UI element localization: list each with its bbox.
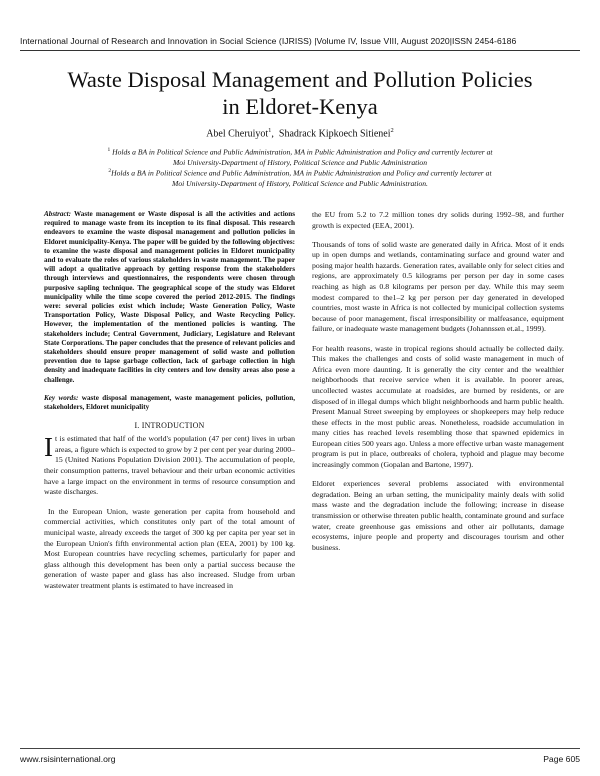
intro-paragraph-2: In the European Union, waste generation per capita from household and commercial activities, which constitutes only part of the total amount of municipal waste, already exceeds the target of 300 kg per capita per year set in the European Union's fifth environmental action plan (EEA, 2001) by 100 kg. Most European countries have recycling schemes, particularly for paper and glass although this development has been only a partial success because the generation of waste paper and glass has also increased. Sludge from urban wastewater treatment plants is estimated to have increased in <box>44 506 295 590</box>
title-line-2: in Eldoret-Kenya <box>222 94 378 119</box>
author-list <box>20 127 580 139</box>
author-2: Shadrack Kipkoech Sitienei <box>278 128 391 140</box>
drop-cap: I <box>44 432 53 463</box>
footer-rule <box>20 748 580 749</box>
abstract-text: Waste management or Waste disposal is all the activities and actions required to manage waste from its inception to its final disposal. This research endeavors to examine the waste disposal management and pollution policies in Eldoret municipality-Kenya. The paper will be guided by the following objectives: to examine the waste disposal and management policies in Eldoret municipality and to evaluate the roles of various stakeholders in waste management. The paper will adopt a qualitative approach by getting response from the stakeholders through interviews and questionnaires, the respondents were chosen through purposive sapling technique. The geographical scope of the study was Eldoret municipality while the time scope covered the period 2012-2015. The findings were: several policies exist which include; Waste Generation Policy, Waste Transportation Policy, Waste Disposal Policy, and Waste Recycling Policy. However, the implementation of the mentioned policies is wanting. The stakeholders include; Central Government, Judiciary, Legislature and Relevant State Corporations. The paper concludes that the presence of relevant policies and stakeholders should ensure proper management of solid waste and pollution prevention due to lapse garbage collection, lack of garbage collection in high density and inadequate facilities in city centers and low density areas also pose a challenge. <box>44 210 295 384</box>
paper-title <box>20 66 580 120</box>
affiliation-2-mark: 2 <box>108 168 112 174</box>
left-column <box>44 210 295 601</box>
author-1-mark: 1 <box>268 127 272 134</box>
author-separator: , <box>271 128 274 140</box>
title-line-1: Waste Disposal Management and Pollution Policies <box>67 67 533 92</box>
affiliation-2-line-1: Holds a BA in Political Science and Public Administration, MA in Public Administration and Policy and currently lecturer at <box>111 168 492 178</box>
right-paragraph-3: For health reasons, waste in tropical regions should actually be collected daily. This makes the challenges and costs of solid waste management in much of Africa even more daunting. It is generally the city center and the wealthier neighborhoods that receive service when it is available. In poorer areas, uncollected wastes accumulate at roadsides, are burned by residents, or are disposed of in illegal dumps which blight neighborhoods and harm public health. Present Manual Street sweeping by employees or shopkeepers may help reduce these effects in the most public areas. Nonetheless, roadside accumulation in many cities has reached levels resembling those that spawned epidemics in European cities 500 years ago. Unless a more effective urban waste management program is put in place, outbreaks of cholera, typhoid and plague may become increasingly common (Gopalan and Bartone, 1997). <box>312 343 564 470</box>
affiliation-2-line-2: Moi University-Department of History, Political Science and Public Administration. <box>172 179 428 189</box>
right-paragraph-1: the EU from 5.2 to 7.2 million tones dry solids during 1992–98, and further growth is expected (EEA, 2001). <box>312 210 564 230</box>
affiliation-2 <box>40 166 560 190</box>
right-paragraph-4: Eldoret experiences several problems associated with environmental degradation. Being an urban setting, the municipality mainly deals with solid mass waste and the degradation include the following; increase in disease transmission or otherwise threaten public health, contaminate ground and surface water, create greenhouse gas emissions and other air pollutants, damage ecosystems, injure people and property and discourages tourism and other business. <box>312 479 564 552</box>
keywords-text: waste disposal management, waste management policies, pollution, stakeholders, Eldoret municipality <box>44 393 295 412</box>
intro-body <box>44 434 295 591</box>
intro-paragraph-1 <box>44 434 295 498</box>
author-2-mark: 2 <box>390 127 394 134</box>
header-rule <box>20 50 580 51</box>
affiliation-1-line-2: Moi University-Department of History, Political Science and Public Administration <box>172 158 427 168</box>
footer-page-number: Page 605 <box>543 754 580 764</box>
keywords <box>44 394 295 412</box>
abstract <box>44 210 295 385</box>
footer-website: www.rsisinternational.org <box>20 754 116 764</box>
author-1: Abel Cheruiyot <box>206 128 269 140</box>
keywords-label: Key words: <box>44 393 79 402</box>
intro-paragraph-1-text: t is estimated that half of the world's population (47 per cent) lives in urban areas, a figure which is expected to grow by 2 per cent per year during 2000–15 (United Nations Population Division 2001). The accumulation of people, their consumption patterns, travel behaviour and their urban economic activities have a large impact on the environment in terms of resource consumption and waste discharges. <box>44 434 295 497</box>
affiliation-1-mark: 1 <box>107 147 111 153</box>
affiliation-1 <box>40 145 560 169</box>
right-column <box>312 210 564 562</box>
section-heading-introduction: I. INTRODUCTION <box>134 421 205 431</box>
right-paragraph-2: Thousands of tons of solid waste are generated daily in Africa. Most of it ends up in open dumps and wetlands, contaminating surface and ground water and posing major health hazards. Generation rates, available only for select cities and regions, are approximately 0.5 kilograms per person per day in some cases reaching as high as 0.8 kilograms per person per day. While this may seem modest compared to the1–2 kg per person per day generated in developed countries, most waste in Africa is not collected by municipal collection systems because of poor management, fiscal irresponsibility or malfeasance, equipment failure, or inadequate waste management budgets (Johannssen et.al., 1999). <box>312 239 564 334</box>
journal-header: International Journal of Research and Innovation in Social Science (IJRISS) |Volume IV, Issue VIII, August 2020|ISSN 2454-6186 <box>20 36 517 46</box>
affiliation-1-line-1: Holds a BA in Political Science and Public Administration, MA in Public Administration and Policy and currently lecturer at <box>110 147 493 157</box>
right-body <box>312 210 564 553</box>
abstract-label: Abstract: <box>44 210 71 218</box>
